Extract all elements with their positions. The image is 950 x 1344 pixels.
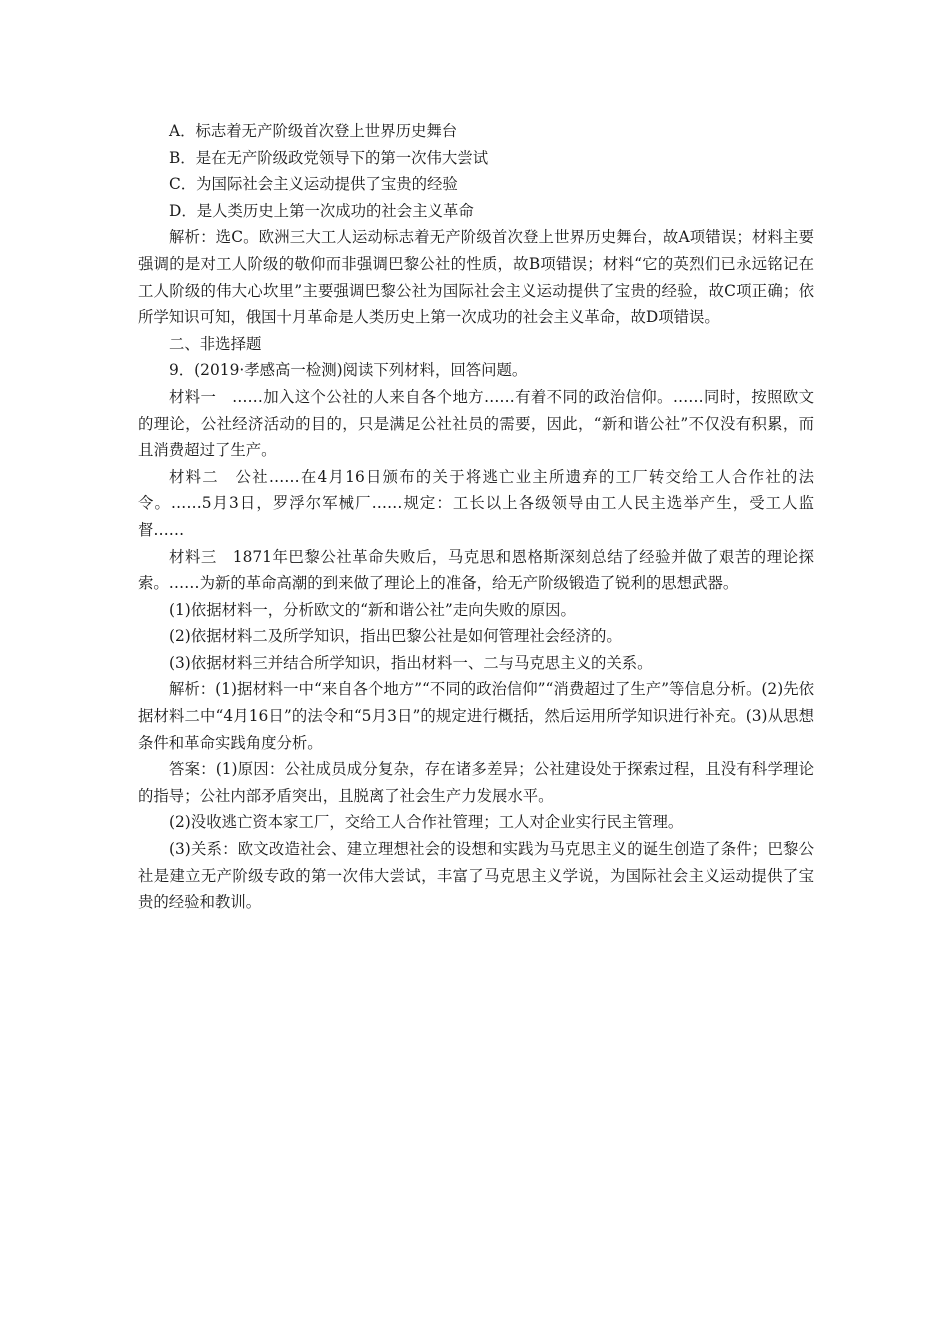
- answer-part-3: (3)关系：欧文改造社会、建立理想社会的设想和实践为马克思主义的诞生创造了条件；巴黎公社是建立无产阶级专政的第一次伟大尝试，丰富了马克思主义学说，为国际社会主义运动提供了宝贵的经验和教训。: [138, 840, 814, 912]
- section-title: 二、非选择题: [169, 334, 262, 353]
- answer-part-2: (2)没收逃亡资本家工厂，交给工人合作社管理；工人对企业实行民主管理。: [169, 813, 684, 832]
- question-9-stem: 9．(2019·孝感高一检测)阅读下列材料，回答问题。: [169, 361, 528, 380]
- option-d: D．是人类历史上第一次成功的社会主义革命: [169, 201, 474, 220]
- option-a: A．标志着无产阶级首次登上世界历史舞台: [169, 122, 458, 140]
- analysis-question-9: 解析：(1)据材料一中“来自各个地方”“不同的政治信仰”“消费超过了生产”等信息分析。(2)先依据材料二中“4月16日”的法令和“5月3日”的规定进行概括，然后运用所学知识进行补充。(3)从思想条件和革命实践角度分析。: [138, 680, 814, 752]
- material-two: 材料二 公社……在4月16日颁布的关于将逃亡业主所遗弃的工厂转交给工人合作社的法令。……5月3日，罗浮尔军械厂……规定：工长以上各级领导由工人民主选举产生，受工人监督……: [138, 467, 814, 539]
- material-three: 材料三 1871年巴黎公社革命失败后，马克思和恩格斯深刻总结了经验并做了艰苦的理论探索。……为新的革命高潮的到来做了理论上的准备，给无产阶级锻造了锐利的思想武器。: [138, 547, 814, 593]
- document-page: [138, 118, 814, 916]
- sub-question-1: (1)依据材料一，分析欧文的“新和谐公社”走向失败的原因。: [169, 600, 576, 619]
- option-c: C．为国际社会主义运动提供了宝贵的经验: [169, 175, 458, 194]
- answer-part-1: 答案：(1)原因：公社成员成分复杂，存在诸多差异；公社建设处于探索过程，且没有科学理论的指导；公社内部矛盾突出，且脱离了社会生产力发展水平。: [138, 760, 814, 805]
- option-b: B．是在无产阶级政党领导下的第一次伟大尝试: [169, 148, 489, 167]
- material-one: 材料一 ……加入这个公社的人来自各个地方……有着不同的政治信仰。……同时，按照欧文的理论，公社经济活动的目的，只是满足公社社员的需要，因此，“新和谐公社”不仅没有积累，而且消费超过了生产。: [138, 387, 814, 460]
- sub-question-3: (3)依据材料三并结合所学知识，指出材料一、二与马克思主义的关系。: [169, 653, 653, 672]
- analysis-question-8: 解析：选C。欧洲三大工人运动标志着无产阶级首次登上世界历史舞台，故A项错误；材料主要强调的是对工人阶级的敬仰而非强调巴黎公社的性质，故B项错误；材料“它的英烈们已永远铭记在工人阶级的伟大心坎里”主要强调巴黎公社为国际社会主义运动提供了宝贵的经验，故C项正确；依所学知识可知，俄国十月革命是人类历史上第一次成功的社会主义革命，故D项错误。: [138, 228, 814, 327]
- sub-question-2: (2)依据材料二及所学知识，指出巴黎公社是如何管理社会经济的。: [169, 627, 622, 646]
